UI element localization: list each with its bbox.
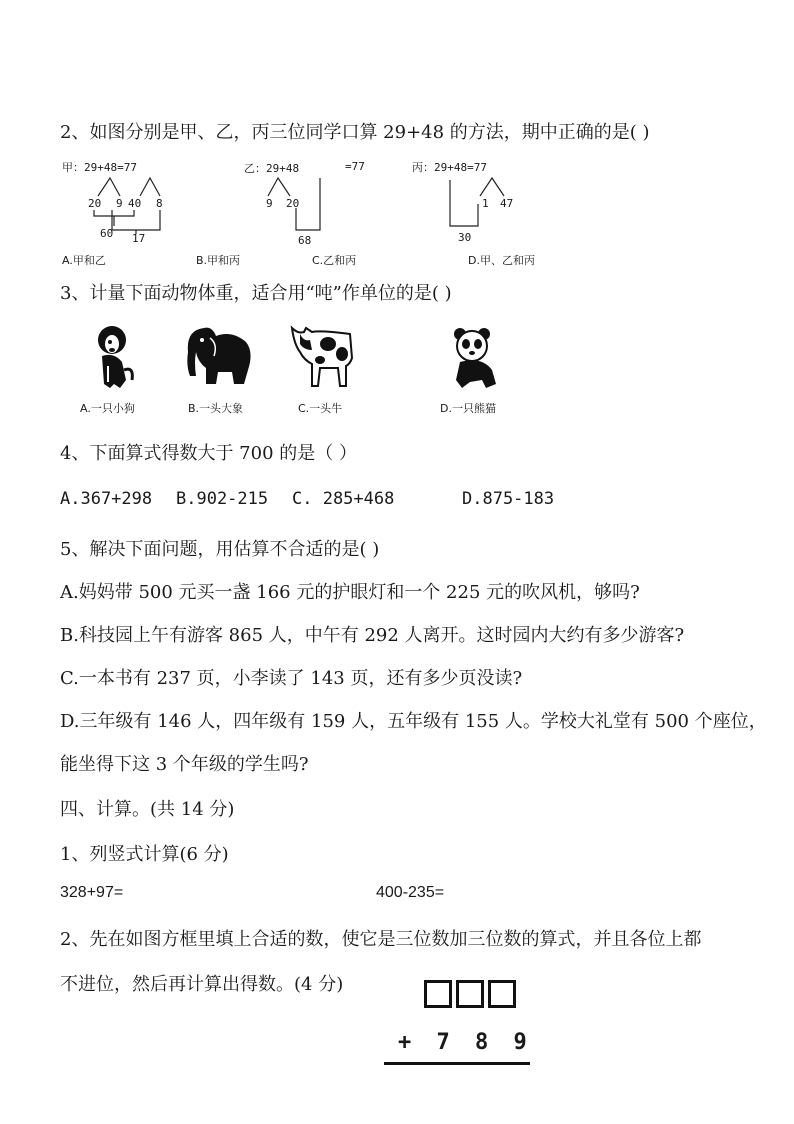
q5-option-b[interactable]: B.科技园上午有游客 865 人，中午有 292 人离开。这时园内大约有多少游客? [60, 625, 685, 646]
q3-question: 3、计量下面动物体重，适合用“吨”作单位的是( ) [60, 283, 452, 304]
q5-option-c[interactable]: C.一本书有 237 页，小李读了 143 页，还有多少页没读? [60, 668, 523, 689]
q4-option-b[interactable]: B.902-215 [176, 489, 269, 509]
jia-c: 40 [128, 197, 142, 210]
q4-question: 4、下面算式得数大于 700 的是（ ） [60, 443, 357, 464]
jia-b: 9 [116, 197, 123, 210]
yi-equals: =77 [345, 160, 365, 173]
jia-sum1: 60 [100, 227, 114, 240]
calc-part-2-line-2: 不进位，然后再计算出得数。(4 分) [60, 974, 344, 995]
section-4-title: 四、计算。(共 14 分) [60, 799, 235, 820]
q3-option-b[interactable]: B.一头大象 [188, 402, 244, 415]
calc-part-2-line-1: 2、先在如图方框里填上合适的数，使它是三位数加三位数的算式，并且各位上都 [60, 929, 702, 950]
jia-a: 20 [88, 197, 102, 210]
q2-option-c[interactable]: C.乙和丙 [312, 254, 357, 267]
digit-box-ones[interactable] [488, 980, 516, 1008]
q3-option-d[interactable]: D.一只熊猫 [440, 402, 496, 415]
digit-box-tens[interactable] [456, 980, 484, 1008]
calc-1: 328+97= [60, 884, 124, 901]
q2-question: 2、如图分别是甲、乙，丙三位同学口算 29+48 的方法，期中正确的是( ) [60, 122, 650, 143]
digit-box-hundreds[interactable] [424, 980, 452, 1008]
yi-expression: 乙：29+48 [244, 162, 300, 175]
q4-option-c[interactable]: C. 285+468 [292, 489, 395, 509]
sum-line [384, 1062, 530, 1065]
q2-option-d[interactable]: D.甲、乙和丙 [468, 254, 535, 267]
bing-a: 1 [482, 197, 489, 210]
elephant-image [182, 322, 254, 386]
bing-b: 47 [500, 197, 514, 210]
q5-question: 5、解决下面问题，用估算不合适的是( ) [60, 539, 380, 560]
jia-expression: 甲：29+48=77 [62, 161, 137, 174]
jia-d: 8 [156, 197, 163, 210]
q5-option-d[interactable]: D.三年级有 146 人，四年级有 159 人，五年级有 155 人。学校大礼堂有 500 个座位， [60, 711, 767, 732]
q2-option-b[interactable]: B.甲和丙 [196, 254, 241, 267]
addend-789: + 7 8 9 [398, 1030, 533, 1055]
dog-image [92, 322, 138, 392]
yi-sum: 68 [298, 234, 312, 247]
bing-sum: 30 [458, 231, 472, 244]
q4-option-d[interactable]: D.875-183 [462, 489, 555, 509]
panda-image [452, 326, 502, 390]
q5-option-a[interactable]: A.妈妈带 500 元买一盏 166 元的护眼灯和一个 225 元的吹风机，够吗? [60, 582, 640, 603]
calc-2: 400-235= [376, 884, 445, 901]
q3-option-a[interactable]: A.一只小狗 [80, 402, 135, 415]
calc-part-1-title: 1、列竖式计算(6 分) [60, 844, 229, 865]
q3-option-c[interactable]: C.一头牛 [298, 402, 343, 415]
yi-b: 20 [286, 197, 300, 210]
cow-image [290, 324, 354, 390]
q2-option-a[interactable]: A.甲和乙 [62, 254, 106, 267]
jia-sum2: 17 [132, 232, 146, 245]
bing-expression: 丙：29+48=77 [412, 161, 487, 174]
q5-option-d-continued: 能坐得下这 3 个年级的学生吗? [60, 754, 309, 775]
yi-a: 9 [266, 197, 273, 210]
q4-option-a[interactable]: A.367+298 [60, 489, 153, 509]
